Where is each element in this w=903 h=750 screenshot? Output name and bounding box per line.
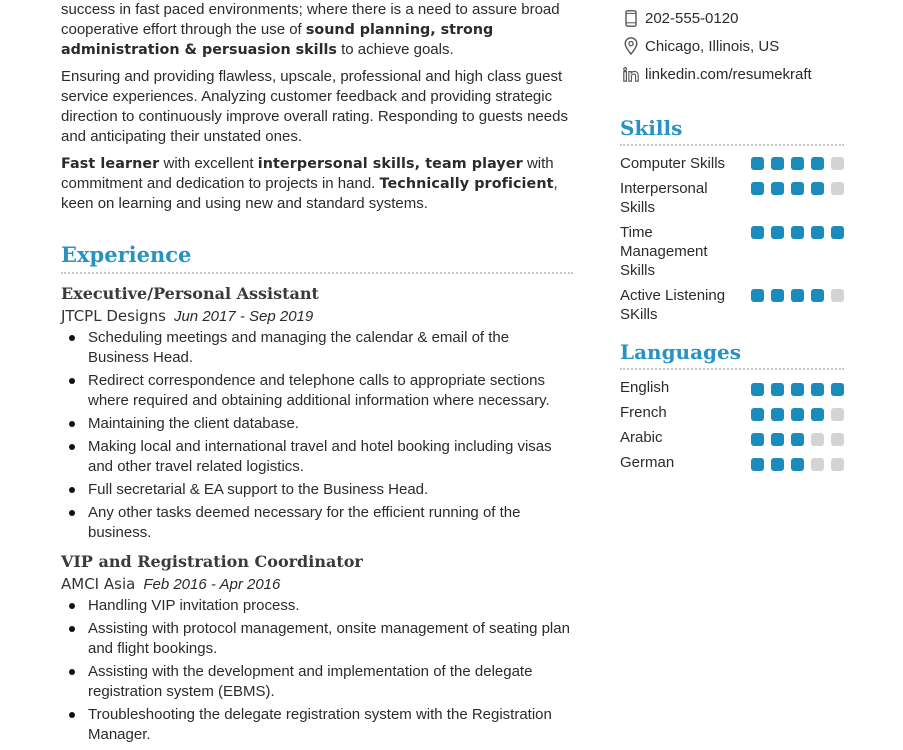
rating-dot-empty xyxy=(831,433,844,446)
job-entry xyxy=(61,283,573,543)
rating-dot-filled xyxy=(751,458,764,471)
rating-dot-filled xyxy=(791,226,804,239)
rating-dot-empty xyxy=(831,182,844,195)
skill-row xyxy=(620,223,844,280)
summary-highlight: Technically proficient xyxy=(379,176,554,192)
contact-location xyxy=(620,32,844,60)
rating-dot-filled xyxy=(771,157,784,170)
job-dates: Feb 2016 - Apr 2016 xyxy=(143,576,281,593)
rating-dot-filled xyxy=(791,289,804,302)
rating-dot-filled xyxy=(771,289,784,302)
rating-dot-filled xyxy=(831,226,844,239)
rating-dot-filled xyxy=(811,289,824,302)
contact-location-text: Chicago, Illinois, US xyxy=(645,37,780,55)
experience-heading: Experience xyxy=(61,242,573,274)
rating-dot-filled xyxy=(771,458,784,471)
summary-paragraph-2: Ensuring and providing flawless, upscale, professional and high class guest service experiences. Analyzing customer feedback and providing strategic direction to continuously improve overall rating. Responding to guests needs and anticipating their unstated ones. xyxy=(61,68,568,145)
job-company: JTCPL Designs xyxy=(61,307,166,325)
list-item: Maintaining the client database. xyxy=(61,414,573,434)
summary-text: with commitment and dedication to projects in hand. xyxy=(61,155,554,192)
rating-dot-empty xyxy=(831,458,844,471)
rating-dot-filled xyxy=(751,433,764,446)
duty-list xyxy=(61,328,573,543)
list-item: Troubleshooting the delegate registration system with the Registration Manager. xyxy=(61,705,573,745)
summary-highlight: Fast learner xyxy=(61,156,160,172)
rating-dot-filled xyxy=(771,433,784,446)
rating-dot-filled xyxy=(791,157,804,170)
rating-dot-filled xyxy=(771,383,784,396)
contact-phone xyxy=(620,4,844,32)
language-label: German xyxy=(620,454,675,471)
skill-row xyxy=(620,179,844,217)
duty-list xyxy=(61,596,573,745)
rating-dot-filled xyxy=(751,226,764,239)
language-rating xyxy=(751,405,844,421)
rating-dot-filled xyxy=(771,182,784,195)
list-item: Scheduling meetings and managing the calendar & email of the Business Head. xyxy=(61,328,573,368)
summary-highlight: administration & persuasion skills xyxy=(61,42,337,58)
rating-dot-filled xyxy=(751,157,764,170)
rating-dot-empty xyxy=(811,433,824,446)
summary-text: to achieve goals. xyxy=(336,41,454,58)
list-item: Assisting with the development and implementation of the delegate registration system (EBMS). xyxy=(61,662,573,702)
phone-icon xyxy=(622,9,640,27)
rating-dot-filled xyxy=(791,383,804,396)
rating-dot-filled xyxy=(811,226,824,239)
linkedin-icon xyxy=(622,65,640,83)
rating-dot-filled xyxy=(811,182,824,195)
summary-line: success in fast paced environments; where there is a need to assure broad xyxy=(61,1,560,18)
language-row xyxy=(620,403,844,422)
rating-dot-empty xyxy=(831,157,844,170)
skill-label: Interpersonal Skills xyxy=(620,180,708,216)
skill-rating xyxy=(751,223,844,239)
job-meta xyxy=(61,573,573,596)
rating-dot-empty xyxy=(831,289,844,302)
list-item: Full secretarial & EA support to the Business Head. xyxy=(61,480,573,500)
skill-label: Active Listening SKills xyxy=(620,287,726,323)
list-item: Making local and international travel and hotel booking including visas and other travel related logistics. xyxy=(61,437,573,477)
skill-row xyxy=(620,154,844,173)
language-rating xyxy=(751,380,844,396)
skill-rating xyxy=(751,179,844,195)
summary-text: cooperative effort through the use of xyxy=(61,21,306,38)
summary-paragraph-3 xyxy=(61,154,573,214)
rating-dot-filled xyxy=(751,289,764,302)
language-rating xyxy=(751,430,844,446)
languages-heading: Languages xyxy=(620,339,844,370)
rating-dot-filled xyxy=(771,408,784,421)
rating-dot-filled xyxy=(791,458,804,471)
rating-dot-empty xyxy=(831,408,844,421)
language-label: French xyxy=(620,404,667,421)
language-label: Arabic xyxy=(620,429,663,446)
skill-rating xyxy=(751,286,844,302)
rating-dot-empty xyxy=(811,458,824,471)
language-row xyxy=(620,453,844,472)
list-item: Redirect correspondence and telephone calls to appropriate sections where required and obtaining additional information where necessary. xyxy=(61,371,573,411)
job-meta xyxy=(61,305,573,328)
rating-dot-filled xyxy=(811,408,824,421)
skill-rating xyxy=(751,154,844,170)
language-rating xyxy=(751,455,844,471)
contact-phone-text: 202-555-0120 xyxy=(645,9,739,27)
rating-dot-filled xyxy=(751,182,764,195)
rating-dot-filled xyxy=(811,157,824,170)
rating-dot-filled xyxy=(791,433,804,446)
rating-dot-filled xyxy=(811,383,824,396)
contact-linkedin[interactable] xyxy=(620,60,844,88)
list-item: Assisting with protocol management, onsite management of seating plan and flight bookings. xyxy=(61,619,573,659)
experience-section xyxy=(61,242,573,748)
skill-label: Computer Skills xyxy=(620,155,726,172)
job-entry xyxy=(61,551,573,745)
language-row xyxy=(620,428,844,447)
language-row xyxy=(620,378,844,397)
list-item: Handling VIP invitation process. xyxy=(61,596,573,616)
summary-text: , keen on learning and using new and standard systems. xyxy=(61,175,558,212)
map-pin-icon xyxy=(622,37,640,55)
rating-dot-filled xyxy=(751,383,764,396)
skill-row xyxy=(620,286,844,324)
summary-text: with excellent xyxy=(159,155,258,172)
languages-section xyxy=(620,339,844,478)
rating-dot-filled xyxy=(831,383,844,396)
language-label: English xyxy=(620,379,670,396)
skills-section xyxy=(620,115,844,330)
job-dates: Jun 2017 - Sep 2019 xyxy=(173,308,314,325)
contact-linkedin-link[interactable]: linkedin.com/resumekraft xyxy=(645,65,812,83)
summary-highlight: interpersonal skills, team player xyxy=(257,156,523,172)
contact-block xyxy=(620,4,844,88)
summary-paragraph-1 xyxy=(61,0,573,60)
job-title: Executive/Personal Assistant xyxy=(61,284,319,303)
rating-dot-filled xyxy=(791,408,804,421)
rating-dot-filled xyxy=(751,408,764,421)
skill-label: Time Management Skills xyxy=(620,224,708,279)
skills-heading: Skills xyxy=(620,115,844,146)
rating-dot-filled xyxy=(791,182,804,195)
rating-dot-filled xyxy=(771,226,784,239)
summary-highlight: sound planning, strong xyxy=(305,22,494,38)
job-company: AMCI Asia xyxy=(61,575,136,593)
job-title: VIP and Registration Coordinator xyxy=(61,552,363,571)
list-item: Any other tasks deemed necessary for the efficient running of the business. xyxy=(61,503,573,543)
